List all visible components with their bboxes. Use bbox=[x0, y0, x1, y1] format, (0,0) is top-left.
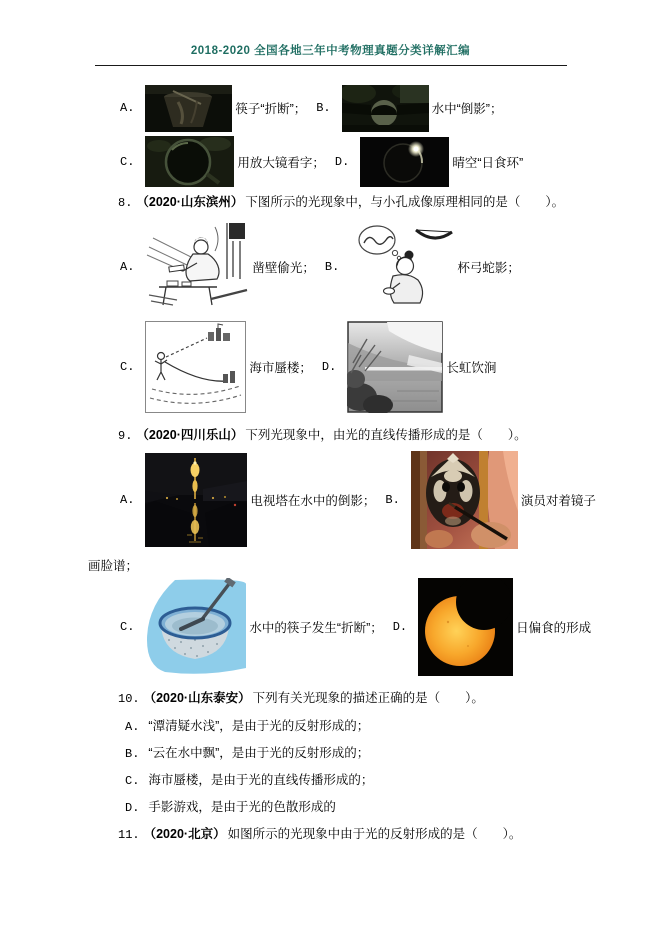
q10-source: （2020·山东泰安） bbox=[143, 691, 251, 705]
q10-option-d bbox=[125, 797, 336, 815]
q10-option-d-text: 手影游戏，是由于光的色散形成的 bbox=[148, 800, 336, 814]
q9-stem bbox=[118, 425, 527, 443]
q11-source: （2020·北京） bbox=[143, 827, 226, 841]
q10-option-a-letter: A. bbox=[125, 720, 140, 734]
q10-option-c bbox=[125, 770, 373, 788]
q11-stem-text: 如图所示的光现象中由于光的反射形成的是（ ）。 bbox=[227, 827, 522, 841]
q9-option-b-caption-wrap: 画脸谱； bbox=[88, 559, 139, 573]
q10-stem-text: 下列有关光现象的描述正确的是（ ）。 bbox=[252, 691, 484, 705]
partial-solar-eclipse-photo bbox=[418, 578, 513, 676]
q11-number: 11. bbox=[118, 828, 140, 842]
q9-option-d-letter: D. bbox=[392, 619, 408, 634]
header-divider bbox=[95, 65, 567, 66]
mirage-diagram bbox=[145, 321, 246, 413]
q10-option-c-letter: C. bbox=[125, 774, 140, 788]
q10-option-d-letter: D. bbox=[125, 801, 140, 815]
q10-stem bbox=[118, 688, 484, 706]
eclipse-ring-dark-photo bbox=[360, 137, 449, 187]
q8-option-c-letter: C. bbox=[120, 360, 135, 374]
rainbow-valley-grayscale-photo bbox=[347, 321, 443, 413]
q9-source: （2020·四川乐山） bbox=[136, 428, 244, 442]
q9-option-d-caption: 日偏食的形成 bbox=[516, 620, 592, 635]
q11-stem bbox=[118, 824, 521, 842]
q9-option-b-letter: B. bbox=[385, 492, 400, 507]
q9-option-row-ab bbox=[120, 451, 596, 548]
q9-option-c-caption: 水中的筷子发生“折断”； bbox=[249, 620, 383, 635]
q9-option-b-caption: 演员对着镜子 bbox=[520, 493, 596, 508]
q7-option-d-caption: 晴空“日食环” bbox=[452, 155, 524, 170]
q10-option-b bbox=[125, 743, 369, 761]
q9-option-row-cd bbox=[120, 577, 591, 676]
chopstick-blue-bowl-photo bbox=[145, 578, 246, 675]
q8-option-d-caption: 长虹饮涧 bbox=[446, 361, 497, 375]
bridge-reflection-dark-photo bbox=[342, 85, 429, 132]
opera-face-painting-photo bbox=[411, 451, 518, 549]
q10-option-b-text: “云在水中飘”，是由于光的反射形成的； bbox=[148, 746, 370, 760]
q7-option-row-ab bbox=[120, 84, 502, 132]
q10-option-a bbox=[125, 716, 369, 734]
q7-option-row-cd bbox=[120, 136, 523, 187]
q10-option-c-text: 海市蜃楼，是由于光的直线传播形成的； bbox=[148, 773, 374, 787]
q10-option-b-letter: B. bbox=[125, 747, 140, 761]
tv-tower-night-reflection-photo bbox=[145, 453, 247, 547]
q7-option-b-letter: B. bbox=[316, 101, 331, 115]
q8-option-a-caption: 凿壁偷光； bbox=[252, 261, 315, 275]
q7-option-a-caption: 筷子“折断”； bbox=[235, 102, 307, 116]
q10-option-a-text: “潭清疑水浅”，是由于光的反射形成的； bbox=[148, 719, 370, 733]
document-header-title: 2018-2020 全国各地三年中考物理真题分类详解汇编 bbox=[190, 45, 471, 57]
q8-stem-text: 下图所示的光现象中，与小孔成像原理相同的是（ ）。 bbox=[245, 195, 565, 209]
chopstick-bowl-dark-photo bbox=[145, 85, 232, 132]
q9-stem-text: 下列光现象中，由光的直线传播形成的是（ ）。 bbox=[245, 428, 527, 442]
q8-option-b-caption: 杯弓蛇影； bbox=[457, 261, 520, 275]
q8-option-row-cd bbox=[120, 321, 496, 413]
q8-option-d-letter: D. bbox=[321, 360, 337, 374]
q9-number: 9. bbox=[118, 429, 133, 443]
q7-option-b-caption: 水中“倒影”； bbox=[431, 102, 503, 116]
q8-number: 8. bbox=[118, 196, 133, 210]
q7-option-a-letter: A. bbox=[120, 101, 135, 115]
q8-option-b-letter: B. bbox=[324, 260, 340, 274]
q8-option-row-ab bbox=[120, 221, 520, 313]
q9-option-a-caption: 电视塔在水中的倒影； bbox=[250, 493, 376, 508]
q9-option-c-letter: C. bbox=[120, 619, 135, 634]
q9-option-a-letter: A. bbox=[120, 492, 135, 507]
q8-option-c-caption: 海市蜃楼； bbox=[249, 361, 312, 375]
magnifier-dark-photo bbox=[145, 136, 234, 187]
study-by-borrowed-light-drawing bbox=[145, 221, 249, 313]
q8-stem bbox=[118, 192, 564, 210]
q7-option-c-caption: 用放大镜看字； bbox=[237, 155, 325, 170]
q8-option-a-letter: A. bbox=[120, 260, 135, 274]
q8-source: （2020·山东滨州） bbox=[136, 195, 244, 209]
q7-option-d-letter: D. bbox=[334, 154, 350, 169]
q10-number: 10. bbox=[118, 692, 140, 706]
q7-option-c-letter: C. bbox=[120, 154, 135, 169]
bow-snake-cup-drawing bbox=[350, 221, 454, 313]
